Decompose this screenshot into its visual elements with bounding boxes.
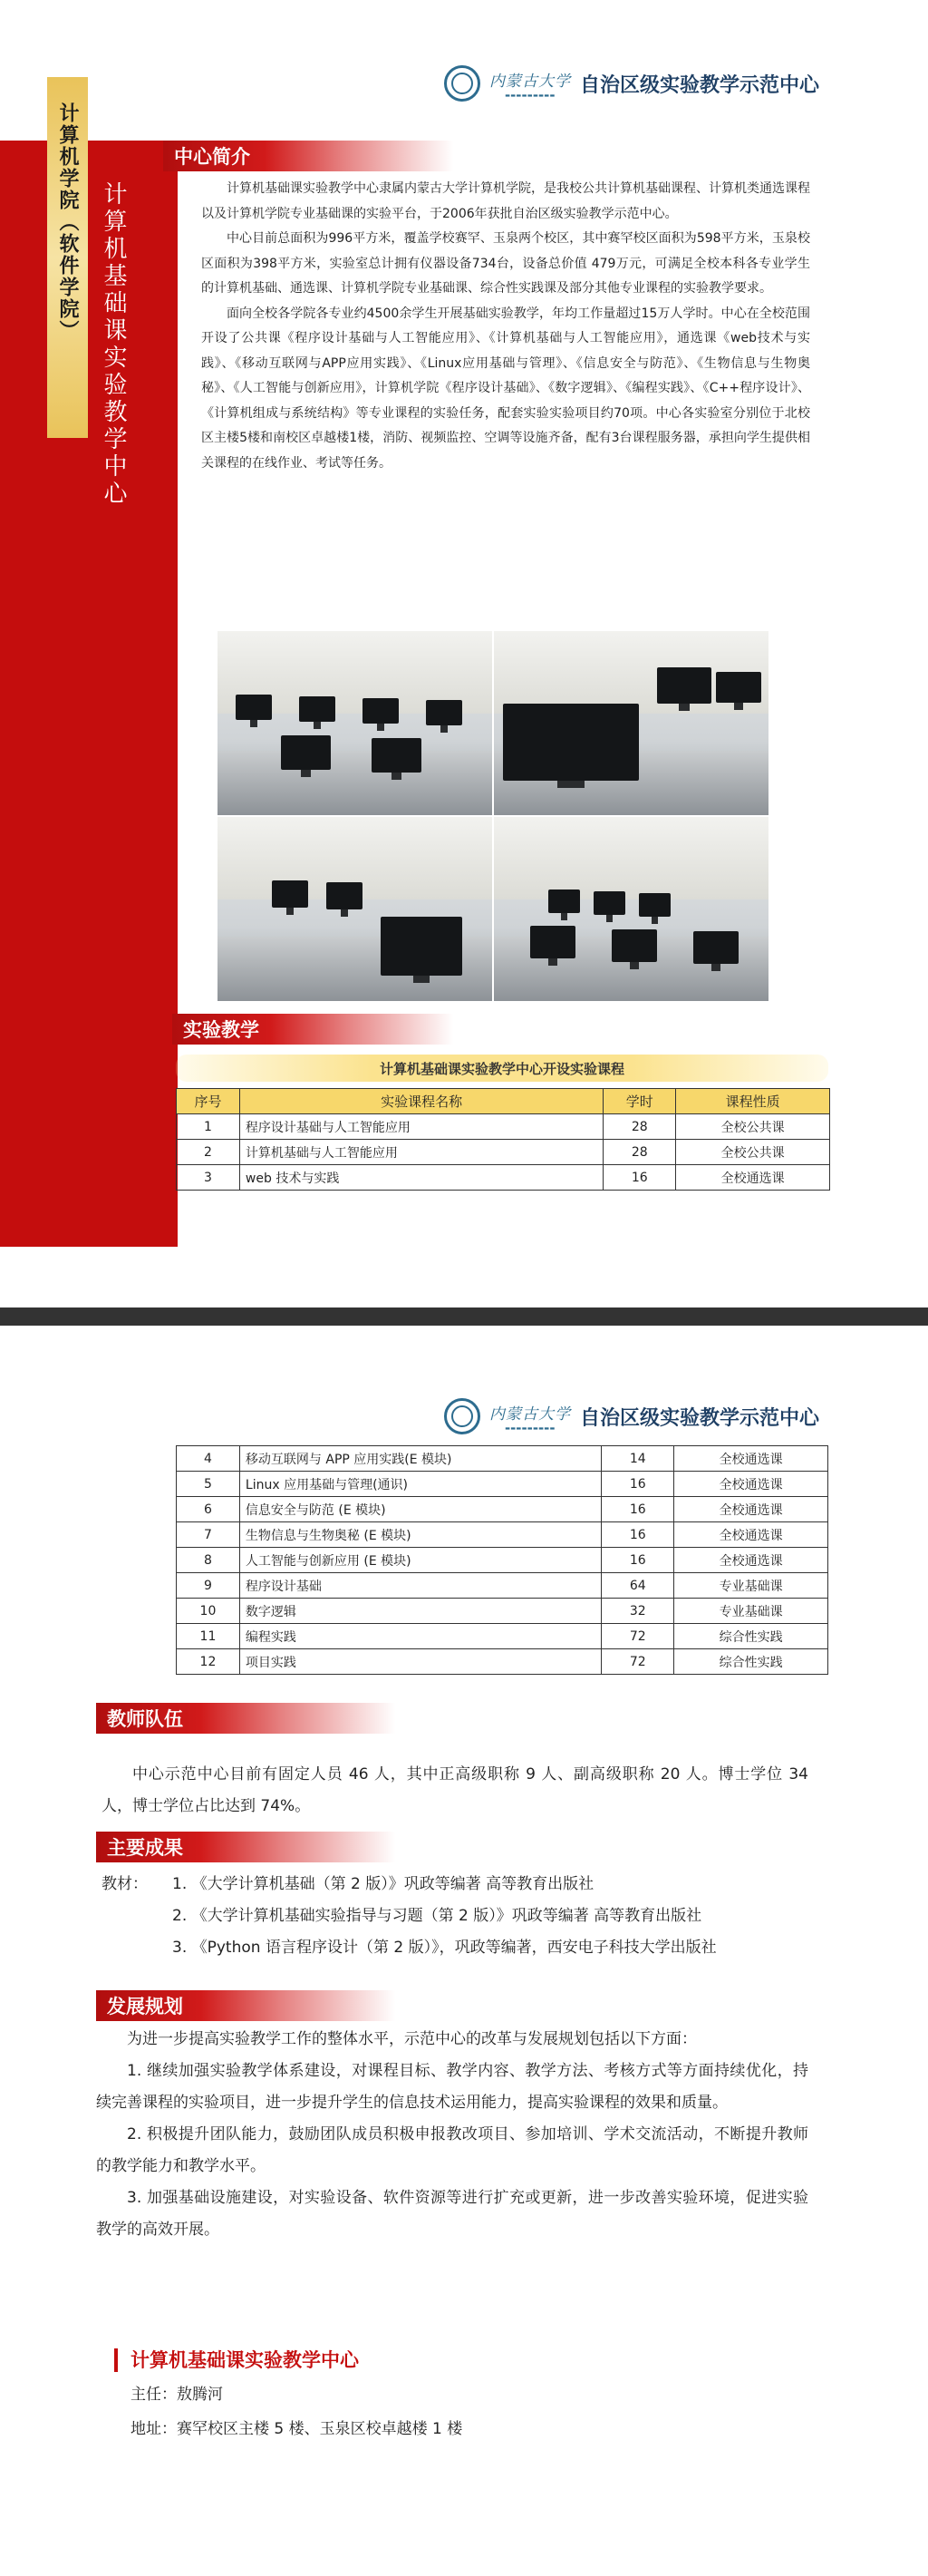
table-cell: 编程实践 [239,1624,601,1649]
table-row [177,1497,828,1522]
table-cell: 1 [177,1114,240,1140]
table-cell: web 技术与实践 [239,1165,603,1191]
table-cell: 全校通选课 [674,1548,828,1573]
table-cell: 全校通选课 [674,1446,828,1472]
lab-photo [218,817,492,1001]
textbook-label: 教材： [102,1875,148,1893]
table-cell: 64 [602,1573,674,1599]
university-seal-icon [444,65,480,102]
table-cell: 全校通选课 [674,1472,828,1497]
plan-body [96,2024,808,2246]
table-cell: 16 [602,1548,674,1573]
table-cell: 8 [177,1548,240,1573]
table-row [177,1446,828,1472]
section-teaching-header [172,1014,453,1045]
table-cell: 程序设计基础 [239,1573,601,1599]
plan-paragraph: 为进一步提高实验教学工作的整体水平，示范中心的改革与发展规划包括以下方面： [127,2030,697,2048]
table-row [177,1624,828,1649]
table-cell: 综合性实践 [674,1624,828,1649]
table-cell: 11 [177,1624,240,1649]
header-center-title: 自治区级实验教学示范中心 [579,1406,819,1430]
section-achievements-header [96,1832,395,1862]
table-header-cell: 课程性质 [676,1089,830,1114]
header-logo-page-two [444,1398,819,1434]
university-english-mark: ▬▬▬▬▬▬▬▬▬ [505,1425,556,1432]
table-cell: 全校通选课 [676,1165,830,1191]
table-cell: Linux 应用基础与管理(通识) [239,1472,601,1497]
faculty-paragraph: 中心示范中心目前有固定人员 46 人，其中正高级职称 9 人、副高级职称 20 人。博士学位 34 人，博士学位占比达到 74%。 [102,1765,808,1815]
table-header-row [177,1089,830,1114]
lab-photo [218,631,492,815]
table-cell: 9 [177,1573,240,1599]
course-table-continued [176,1445,828,1675]
university-seal-icon [444,1398,480,1434]
list-item: 1. 《大学计算机基础（第 2 版）》巩政等编著 高等教育出版社 [172,1875,594,1893]
intro-paragraph: 面向全校各学院各专业约4500余学生开展基础实验教学，年均工作量超过15万人学时。中心在全校范围开设了公共课《程序设计基础与人工智能应用》、《计算机基础与人工智能应用》，通选课《web技术与实践》、《移动互联网与APP应用实践》、《Linux应用基础与管理》、《信息安全与防范》、《生物信息与生物奥秘》、《人工智能与创新应用》，计算机学院《程序设计基础》、《数字逻辑》、《编程实践》、《C++程序设计》、《计算机组成与系统结构》等专业课程的实验任务，配套实验实验项目约70项。中心各实验室分别位于北校区主楼5楼和南校区卓越楼1楼，消防、视频监控、空调等设施齐备，配有3台课程服务器，承担向学生提供相关课程的在线作业、考试等任务。 [201,306,810,471]
vertical-center-title: 计算机基础课实验教学中心 [100,181,127,508]
table-cell: 全校公共课 [676,1114,830,1140]
table-cell: 28 [604,1114,676,1140]
table-row [177,1548,828,1573]
section-teaching-label: 实验教学 [183,1019,259,1041]
table-cell: 项目实践 [239,1649,601,1675]
contact-title: 计算机基础课实验教学中心 [114,2348,462,2372]
table-cell: 专业基础课 [674,1599,828,1624]
table-cell: 数字逻辑 [239,1599,601,1624]
table-cell: 3 [177,1165,240,1191]
list-item: 2. 《大学计算机基础实验指导与习题（第 2 版）》巩政等编著 高等教育出版社 [172,1907,702,1925]
table-cell: 7 [177,1522,240,1548]
section-intro-header [163,141,453,171]
table-cell: 16 [604,1165,676,1191]
table-row [177,1114,830,1140]
list-item: 3. 《Python 语言程序设计（第 2 版）》，巩政等编著，西安电子科技大学出版社 [172,1939,717,1957]
table-cell: 全校公共课 [676,1140,830,1165]
course-table-title: 计算机基础课实验教学中心开设实验课程 [176,1055,828,1082]
table-cell: 14 [602,1446,674,1472]
university-english-mark: ▬▬▬▬▬▬▬▬▬ [505,92,556,99]
table-cell: 16 [602,1497,674,1522]
table-cell: 10 [177,1599,240,1624]
university-name: 内蒙古大学 [488,73,571,91]
table-cell: 生物信息与生物奥秘 (E 模块) [239,1522,601,1548]
table-row [177,1599,828,1624]
section-plan-label: 发展规划 [107,1996,183,2017]
table-cell: 32 [602,1599,674,1624]
university-wordmark [489,1401,571,1432]
table-cell: 全校通选课 [674,1522,828,1548]
section-achievements-label: 主要成果 [107,1837,183,1859]
table-cell: 6 [177,1497,240,1522]
course-table [176,1088,830,1191]
table-row [177,1140,830,1165]
table-cell: 12 [177,1649,240,1675]
section-faculty-header [96,1703,395,1734]
table-row [177,1573,828,1599]
table-cell: 人工智能与创新应用 (E 模块) [239,1548,601,1573]
table-cell: 28 [604,1140,676,1165]
table-row [177,1165,830,1191]
page-one [0,0,928,1269]
plan-paragraph: 3. 加强基础设施建设，对实验设备、软件资源等进行扩充或更新，进一步改善实验环境，促进实验教学的高效开展。 [96,2189,808,2239]
plan-paragraph: 1. 继续加强实验教学体系建设，对课程目标、教学内容、教学方法、考核方式等方面持续优化，持续完善课程的实验项目，进一步提升学生的信息技术运用能力，提高实验课程的效果和质量。 [96,2062,808,2112]
section-intro-label: 中心简介 [174,146,250,168]
table-cell: 72 [602,1624,674,1649]
school-name: 计算机学院（软件学院） [56,102,79,342]
table-header-cell: 学时 [604,1089,676,1114]
plan-paragraph: 2. 积极提升团队能力，鼓励团队成员积极申报教改项目、参加培训、学术交流活动，不断提升教师的教学能力和教学水平。 [96,2125,808,2175]
table-row [177,1649,828,1675]
header-center-title: 自治区级实验教学示范中心 [579,73,819,97]
table-cell: 5 [177,1472,240,1497]
page-separator-gap [0,1327,928,1333]
lab-photo [494,817,768,1001]
table-cell: 16 [602,1522,674,1548]
intro-paragraph: 计算机基础课实验教学中心隶属内蒙古大学计算机学院，是我校公共计算机基础课程、计算机类通选课程以及计算机学院专业基础课的实验平台，于2006年获批自治区级实验教学示范中心。 [201,181,810,221]
table-header-cell: 序号 [177,1089,240,1114]
section-plan-header [96,1990,395,2021]
table-cell: 综合性实践 [674,1649,828,1675]
university-wordmark [489,68,571,99]
page-separator [0,1307,928,1326]
header-logo [444,65,819,102]
table-cell: 信息安全与防范 (E 模块) [239,1497,601,1522]
table-cell: 72 [602,1649,674,1675]
intro-paragraph: 中心目前总面积为996平方米，覆盖学校赛罕、玉泉两个校区，其中赛罕校区面积为598平方米，玉泉校区面积为398平方米，实验室总计拥有仪器设备734台，设备总价值 479万元，可满足全校本科各专业学生的计算机基础、通选课、计算机学院专业基础课、综合性实践课及部分其他专业课程的实验教学要求。 [201,231,810,296]
table-cell: 全校通选课 [674,1497,828,1522]
table-cell: 2 [177,1140,240,1165]
faculty-body [102,1759,808,1823]
contact-director: 主任：敖腾河 [130,2386,223,2404]
lab-photos [218,631,772,1001]
red-side-band [0,141,178,1247]
table-row [177,1472,828,1497]
table-cell: 专业基础课 [674,1573,828,1599]
contact-address: 地址：赛罕校区主楼 5 楼、玉泉区校卓越楼 1 楼 [130,2420,463,2438]
contact-block [114,2348,462,2441]
school-tab [47,77,88,438]
section-faculty-label: 教师队伍 [107,1708,183,1730]
intro-body [201,177,810,476]
table-cell: 程序设计基础与人工智能应用 [239,1114,603,1140]
table-cell: 16 [602,1472,674,1497]
table-cell: 4 [177,1446,240,1472]
table-header-cell: 实验课程名称 [239,1089,603,1114]
university-name: 内蒙古大学 [488,1405,571,1424]
table-cell: 移动互联网与 APP 应用实践(E 模块) [239,1446,601,1472]
achievements-list [102,1869,717,1964]
table-row [177,1522,828,1548]
lab-photo [494,631,768,815]
table-cell: 计算机基础与人工智能应用 [239,1140,603,1165]
